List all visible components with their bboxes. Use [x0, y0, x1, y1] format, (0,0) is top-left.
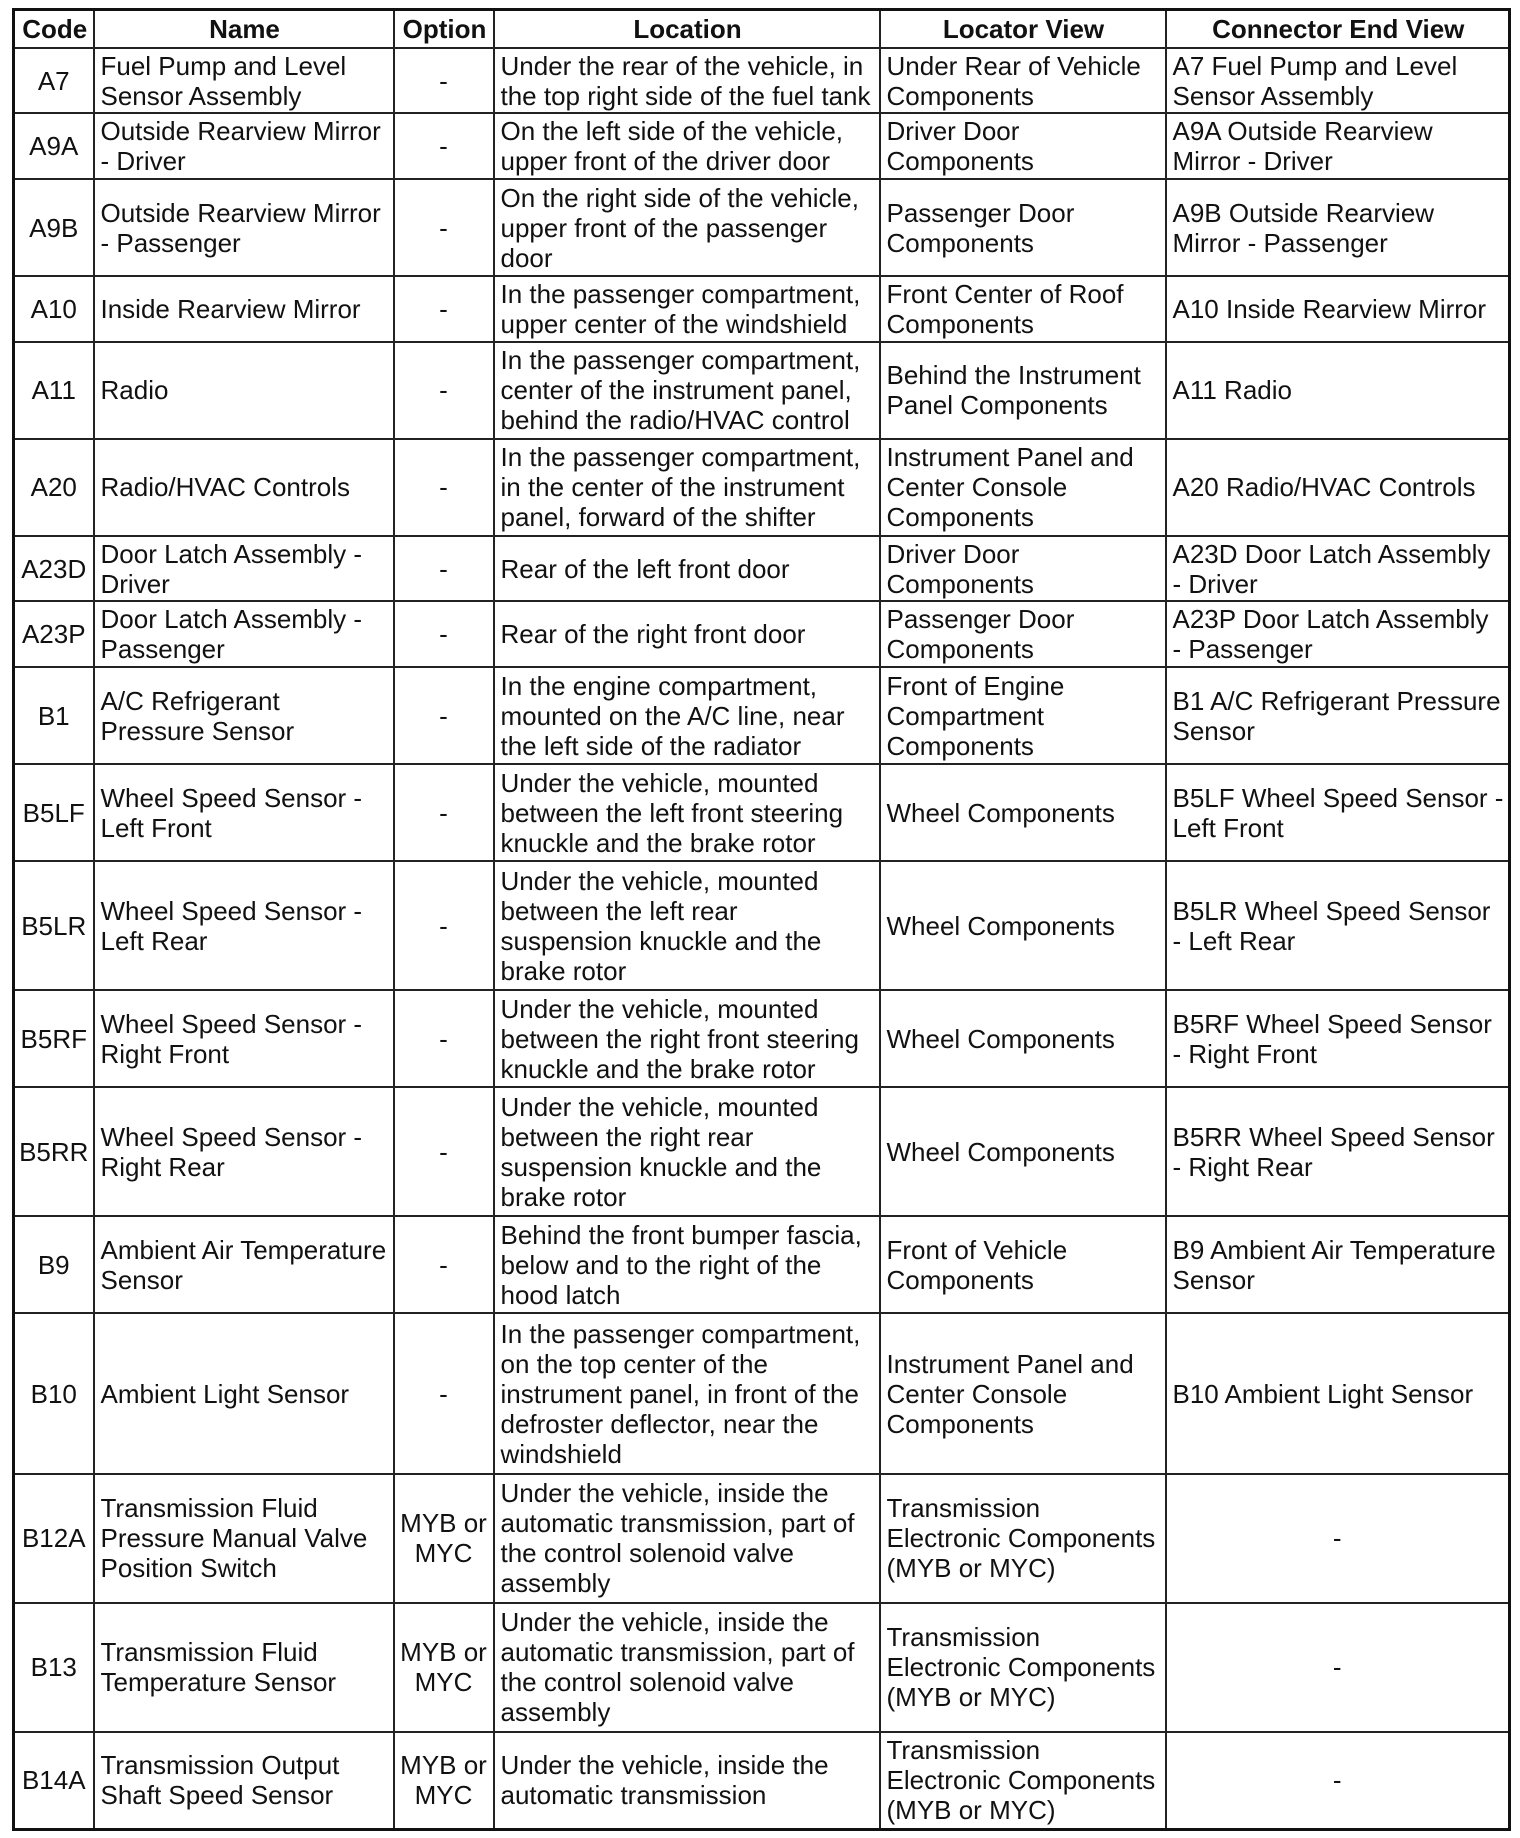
cell-locator-view: Instrument Panel and Center Console Components	[880, 1313, 1166, 1474]
cell-connector-end-view: A10 Inside Rearview Mirror	[1166, 276, 1510, 341]
cell-locator-view: Instrument Panel and Center Console Components	[880, 439, 1166, 536]
cell-location: On the right side of the vehicle, upper front of the passenger door	[494, 179, 880, 276]
cell-locator-view: Under Rear of Vehicle Components	[880, 48, 1166, 113]
cell-name: Door Latch Assembly - Passenger	[94, 601, 394, 666]
cell-connector-end-view: B5LF Wheel Speed Sensor - Left Front	[1166, 764, 1510, 861]
cell-location: Under the vehicle, inside the automatic transmission, part of the control solenoid valve assembly	[494, 1603, 880, 1732]
cell-locator-view: Passenger Door Components	[880, 179, 1166, 276]
cell-code: B12A	[14, 1474, 94, 1603]
cell-connector-end-view: A7 Fuel Pump and Level Sensor Assembly	[1166, 48, 1510, 113]
cell-connector-end-view: B10 Ambient Light Sensor	[1166, 1313, 1510, 1474]
cell-locator-view: Wheel Components	[880, 861, 1166, 990]
table-body	[14, 48, 1510, 1830]
cell-code: A23D	[14, 536, 94, 601]
table-row	[14, 1603, 1510, 1732]
cell-option: -	[394, 342, 494, 439]
table-row	[14, 1732, 1510, 1830]
table-row	[14, 276, 1510, 341]
cell-locator-view: Wheel Components	[880, 1087, 1166, 1216]
table-row	[14, 113, 1510, 178]
cell-code: B9	[14, 1216, 94, 1313]
header-name: Name	[94, 10, 394, 49]
cell-location: In the passenger compartment, upper center of the windshield	[494, 276, 880, 341]
cell-locator-view: Wheel Components	[880, 990, 1166, 1087]
cell-option: -	[394, 48, 494, 113]
cell-locator-view: Front of Vehicle Components	[880, 1216, 1166, 1313]
cell-name: Radio/HVAC Controls	[94, 439, 394, 536]
cell-option: -	[394, 667, 494, 764]
cell-option: -	[394, 1313, 494, 1474]
cell-name: A/C Refrigerant Pressure Sensor	[94, 667, 394, 764]
cell-locator-view: Front of Engine Compartment Components	[880, 667, 1166, 764]
cell-location: Under the vehicle, mounted between the left front steering knuckle and the brake rotor	[494, 764, 880, 861]
cell-name: Transmission Output Shaft Speed Sensor	[94, 1732, 394, 1830]
cell-code: B1	[14, 667, 94, 764]
table-row	[14, 861, 1510, 990]
cell-option: MYB or MYC	[394, 1732, 494, 1830]
cell-option: -	[394, 861, 494, 990]
table-row	[14, 342, 1510, 439]
cell-option: -	[394, 113, 494, 178]
cell-locator-view: Passenger Door Components	[880, 601, 1166, 666]
header-connector-end-view: Connector End View	[1166, 10, 1510, 49]
table-row	[14, 439, 1510, 536]
cell-location: Behind the front bumper fascia, below and to the right of the hood latch	[494, 1216, 880, 1313]
cell-option: -	[394, 536, 494, 601]
cell-connector-end-view: B5RF Wheel Speed Sensor - Right Front	[1166, 990, 1510, 1087]
cell-name: Ambient Air Temperature Sensor	[94, 1216, 394, 1313]
cell-location: Rear of the left front door	[494, 536, 880, 601]
cell-code: A20	[14, 439, 94, 536]
cell-code: B5RR	[14, 1087, 94, 1216]
cell-name: Wheel Speed Sensor - Right Rear	[94, 1087, 394, 1216]
cell-code: B14A	[14, 1732, 94, 1830]
cell-locator-view: Front Center of Roof Components	[880, 276, 1166, 341]
cell-location: In the engine compartment, mounted on the A/C line, near the left side of the radiator	[494, 667, 880, 764]
cell-location: Under the vehicle, mounted between the right rear suspension knuckle and the brake rotor	[494, 1087, 880, 1216]
cell-locator-view: Wheel Components	[880, 764, 1166, 861]
cell-location: In the passenger compartment, center of the instrument panel, behind the radio/HVAC control	[494, 342, 880, 439]
cell-connector-end-view: B5RR Wheel Speed Sensor - Right Rear	[1166, 1087, 1510, 1216]
cell-location: Under the vehicle, inside the automatic transmission, part of the control solenoid valve assembly	[494, 1474, 880, 1603]
cell-name: Outside Rearview Mirror - Driver	[94, 113, 394, 178]
cell-option: -	[394, 179, 494, 276]
cell-name: Door Latch Assembly - Driver	[94, 536, 394, 601]
header-location: Location	[494, 10, 880, 49]
table-row	[14, 48, 1510, 113]
cell-code: A11	[14, 342, 94, 439]
cell-connector-end-view: B5LR Wheel Speed Sensor - Left Rear	[1166, 861, 1510, 990]
table-row	[14, 1474, 1510, 1603]
header-option: Option	[394, 10, 494, 49]
component-locator-table	[12, 8, 1511, 1831]
cell-code: A9A	[14, 113, 94, 178]
cell-code: A23P	[14, 601, 94, 666]
cell-option: -	[394, 1087, 494, 1216]
cell-name: Wheel Speed Sensor - Left Front	[94, 764, 394, 861]
table-row	[14, 601, 1510, 666]
cell-connector-end-view: -	[1166, 1732, 1510, 1830]
table-row	[14, 990, 1510, 1087]
cell-connector-end-view: A20 Radio/HVAC Controls	[1166, 439, 1510, 536]
cell-connector-end-view: -	[1166, 1474, 1510, 1603]
cell-location: Under the vehicle, mounted between the left rear suspension knuckle and the brake rotor	[494, 861, 880, 990]
cell-location: Rear of the right front door	[494, 601, 880, 666]
header-code: Code	[14, 10, 94, 49]
cell-name: Transmission Fluid Pressure Manual Valve Position Switch	[94, 1474, 394, 1603]
cell-connector-end-view: -	[1166, 1603, 1510, 1732]
cell-code: B5LR	[14, 861, 94, 990]
cell-locator-view: Driver Door Components	[880, 113, 1166, 178]
cell-location: Under the vehicle, inside the automatic transmission	[494, 1732, 880, 1830]
header-locator-view: Locator View	[880, 10, 1166, 49]
cell-name: Radio	[94, 342, 394, 439]
table-row	[14, 1313, 1510, 1474]
cell-code: B10	[14, 1313, 94, 1474]
cell-name: Fuel Pump and Level Sensor Assembly	[94, 48, 394, 113]
cell-option: -	[394, 990, 494, 1087]
cell-connector-end-view: A23P Door Latch Assembly - Passenger	[1166, 601, 1510, 666]
table-row	[14, 667, 1510, 764]
cell-connector-end-view: B9 Ambient Air Temperature Sensor	[1166, 1216, 1510, 1313]
cell-connector-end-view: A9A Outside Rearview Mirror - Driver	[1166, 113, 1510, 178]
cell-locator-view: Transmission Electronic Components (MYB or MYC)	[880, 1732, 1166, 1830]
cell-code: B5RF	[14, 990, 94, 1087]
table-row	[14, 179, 1510, 276]
cell-location: On the left side of the vehicle, upper front of the driver door	[494, 113, 880, 178]
cell-option: -	[394, 276, 494, 341]
cell-connector-end-view: B1 A/C Refrigerant Pressure Sensor	[1166, 667, 1510, 764]
cell-location: In the passenger compartment, in the center of the instrument panel, forward of the shifter	[494, 439, 880, 536]
cell-code: A10	[14, 276, 94, 341]
cell-option: -	[394, 439, 494, 536]
cell-option: -	[394, 764, 494, 861]
cell-name: Inside Rearview Mirror	[94, 276, 394, 341]
cell-name: Wheel Speed Sensor - Left Rear	[94, 861, 394, 990]
header-row	[14, 10, 1510, 49]
table-row	[14, 764, 1510, 861]
cell-code: B13	[14, 1603, 94, 1732]
cell-code: A7	[14, 48, 94, 113]
cell-name: Transmission Fluid Temperature Sensor	[94, 1603, 394, 1732]
cell-name: Wheel Speed Sensor - Right Front	[94, 990, 394, 1087]
cell-locator-view: Driver Door Components	[880, 536, 1166, 601]
table-row	[14, 1087, 1510, 1216]
cell-code: A9B	[14, 179, 94, 276]
cell-option: MYB or MYC	[394, 1603, 494, 1732]
cell-location: In the passenger compartment, on the top center of the instrument panel, in front of the defroster deflector, near the windshield	[494, 1313, 880, 1474]
table-row	[14, 1216, 1510, 1313]
cell-name: Outside Rearview Mirror - Passenger	[94, 179, 394, 276]
cell-locator-view: Transmission Electronic Components (MYB or MYC)	[880, 1474, 1166, 1603]
cell-connector-end-view: A9B Outside Rearview Mirror - Passenger	[1166, 179, 1510, 276]
cell-code: B5LF	[14, 764, 94, 861]
cell-option: -	[394, 601, 494, 666]
cell-connector-end-view: A11 Radio	[1166, 342, 1510, 439]
table-row	[14, 536, 1510, 601]
cell-option: -	[394, 1216, 494, 1313]
cell-connector-end-view: A23D Door Latch Assembly - Driver	[1166, 536, 1510, 601]
cell-option: MYB or MYC	[394, 1474, 494, 1603]
cell-location: Under the rear of the vehicle, in the top right side of the fuel tank	[494, 48, 880, 113]
cell-locator-view: Transmission Electronic Components (MYB or MYC)	[880, 1603, 1166, 1732]
cell-location: Under the vehicle, mounted between the right front steering knuckle and the brake rotor	[494, 990, 880, 1087]
cell-locator-view: Behind the Instrument Panel Components	[880, 342, 1166, 439]
cell-name: Ambient Light Sensor	[94, 1313, 394, 1474]
